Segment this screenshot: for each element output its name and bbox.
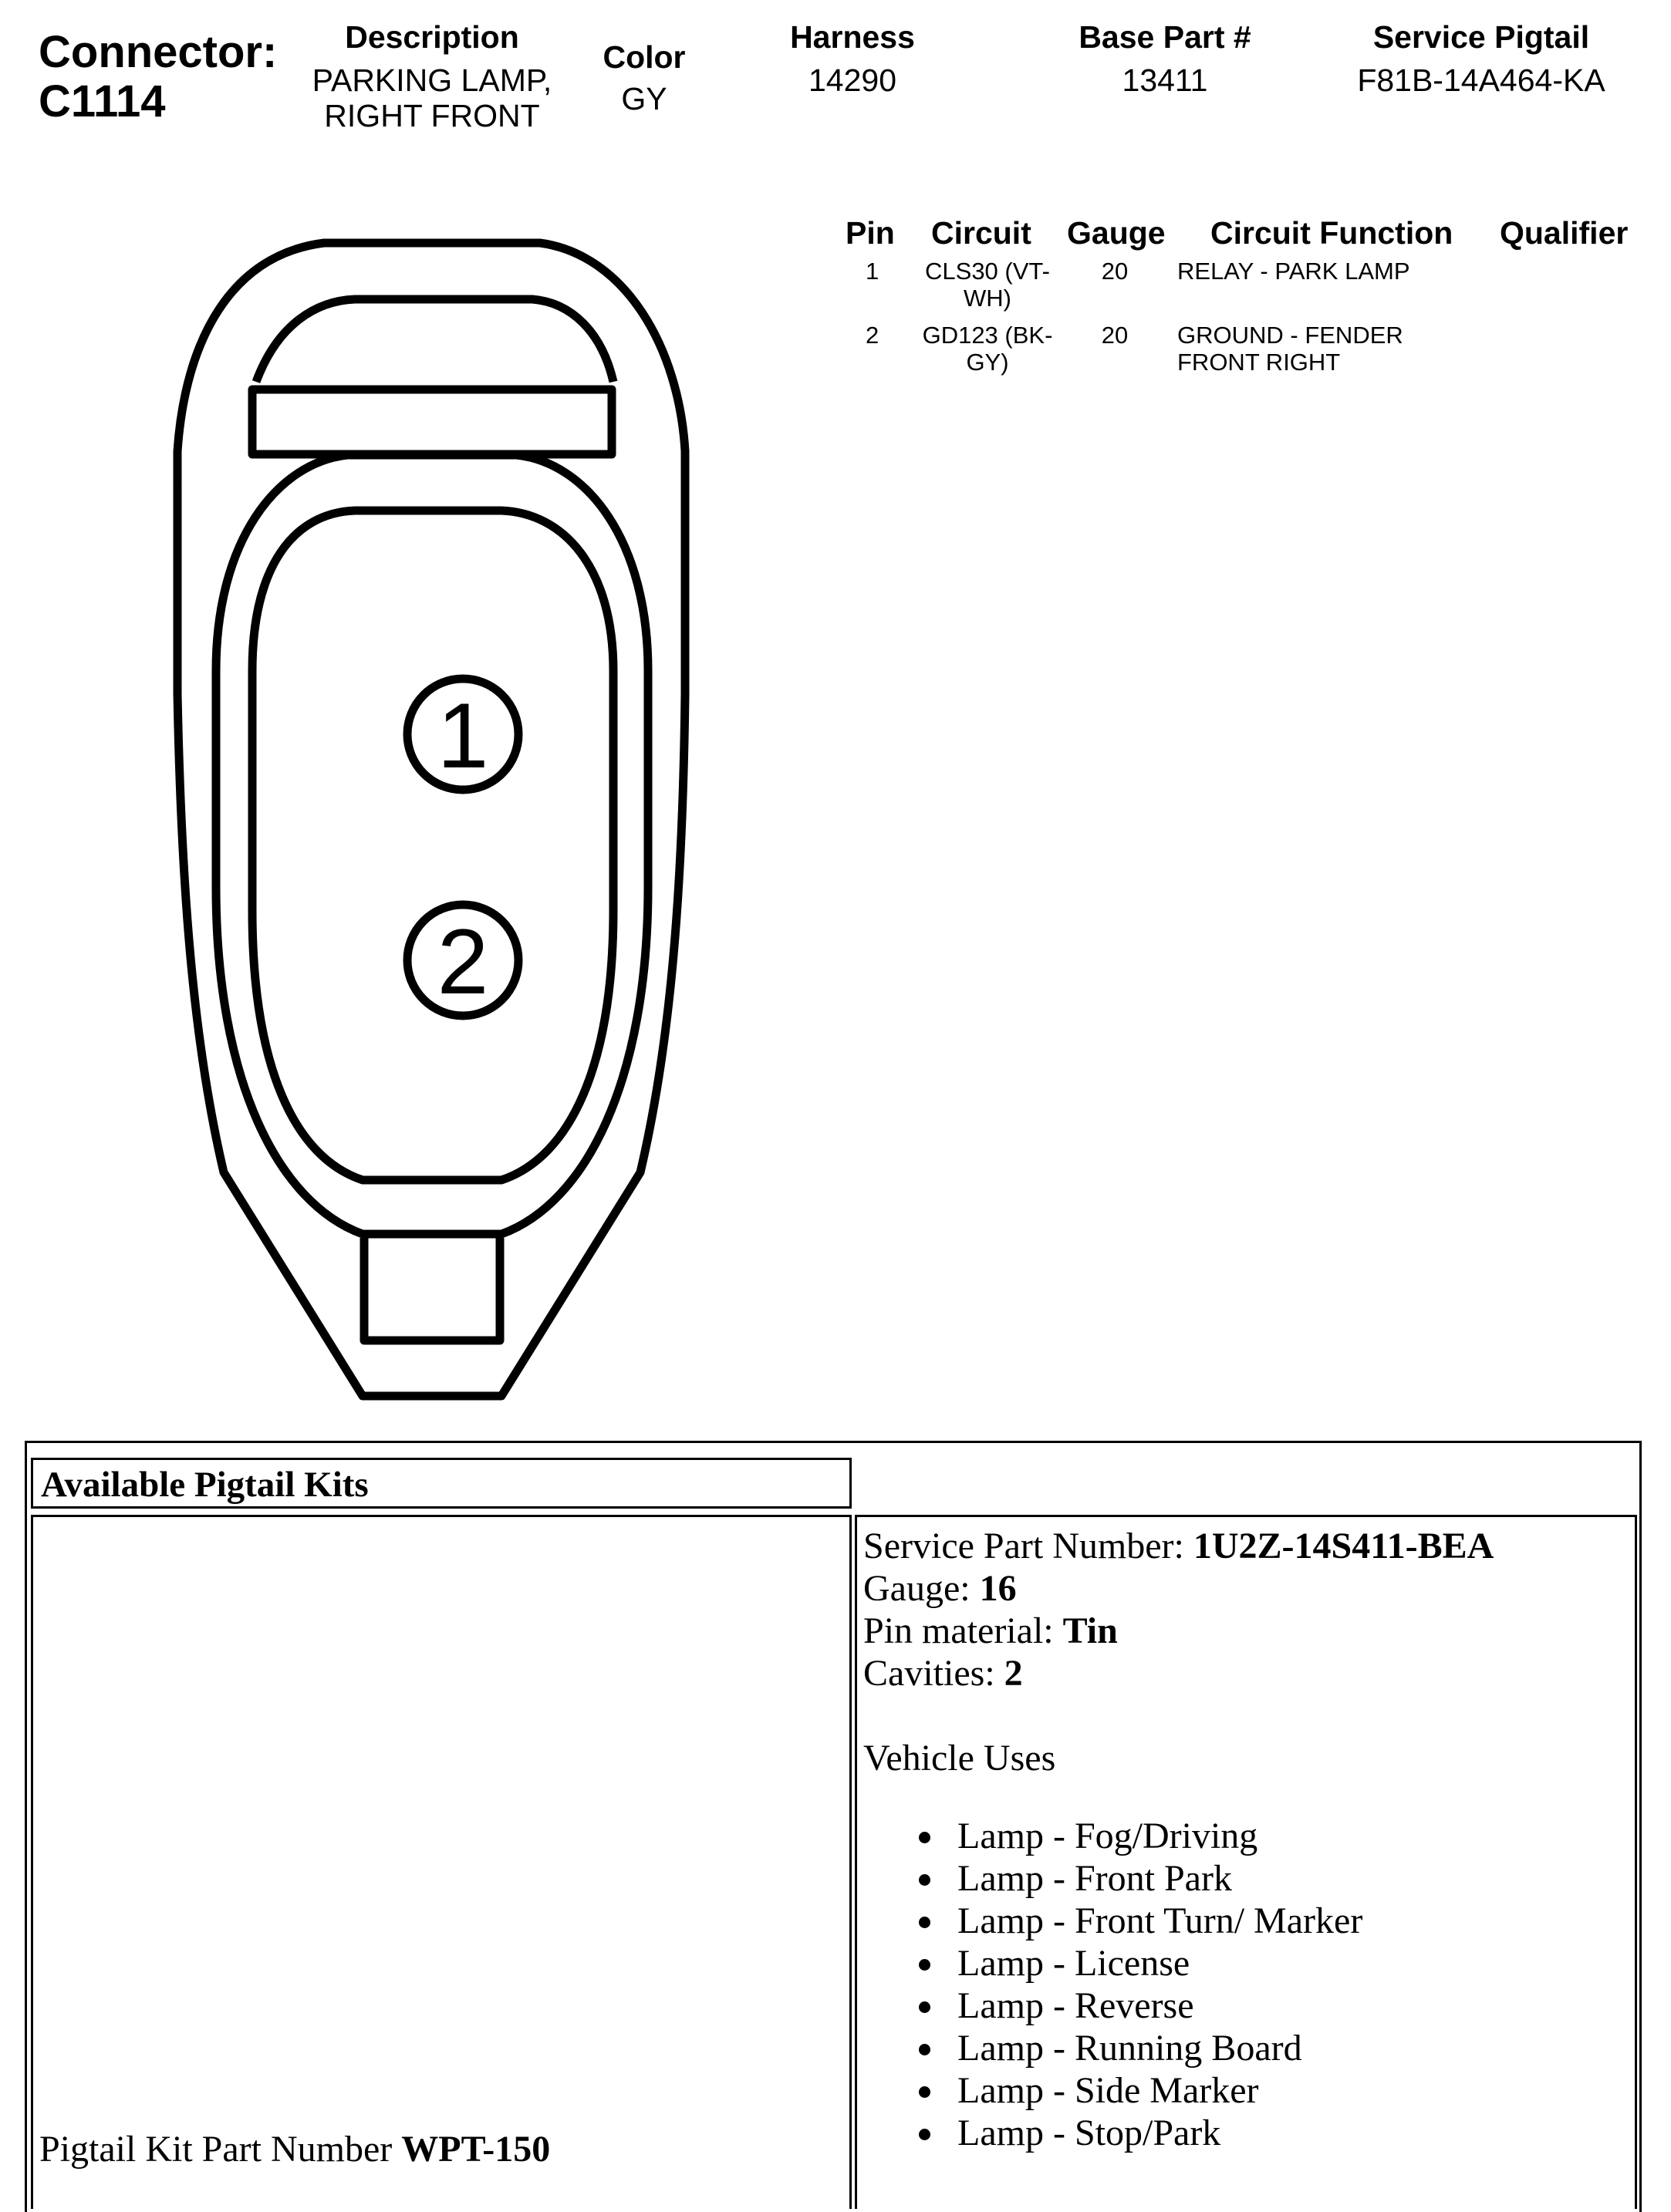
pigtail-kits-title: Available Pigtail Kits [41,1465,369,1505]
service-pigtail-column [1327,17,1636,99]
connector-label: Connector: [39,27,278,77]
kit-part-value: WPT-150 [401,2129,551,2170]
kit-gauge [863,1567,1017,1610]
list-item [957,1984,1362,2027]
pin-material [863,1610,1118,1652]
bottom-key [364,1238,500,1340]
pin-1-label: 1 [437,684,489,787]
pin-material-label: Pin material: [863,1610,1063,1651]
harness-label: Harness [790,19,915,55]
vehicle-use-text: Lamp - Reverse [957,1985,1194,2026]
row1-circuit-line2: WH) [964,285,1011,312]
pigtail-kits-header [31,1458,852,1509]
qualifier-header: Qualifier [1500,215,1629,251]
color-value: GY [621,81,667,116]
pigtail-kit-part-number [39,2128,550,2171]
pigtail-kit-details-cell [855,1515,1637,2209]
row2-circuit [910,322,1065,376]
kit-gauge-label: Gauge: [863,1568,980,1609]
base-part-column [1049,17,1281,99]
cavities [863,1652,1023,1694]
list-item [957,1815,1362,1857]
list-item [957,2027,1362,2069]
circuit-header: Circuit [931,215,1031,251]
latch-bar [252,389,612,454]
bullet-icon [919,1917,930,1928]
row1-circuit [910,258,1065,312]
connector-id: C1114 [39,76,166,126]
row2-function-line2: FRONT RIGHT [1177,349,1341,376]
vehicle-use-text: Lamp - Front Park [957,1858,1232,1899]
list-item [957,1857,1362,1900]
gauge-header: Gauge [1067,215,1166,251]
inner-cavity [252,511,613,1180]
cavities-value: 2 [1004,1653,1023,1694]
vehicle-use-text: Lamp - Running Board [957,2028,1302,2069]
circuit-function-header: Circuit Function [1210,215,1453,251]
vehicle-use-text: Lamp - Fog/Driving [957,1816,1258,1856]
list-item [957,1900,1362,1942]
harness-value: 14290 [808,62,896,98]
color-label: Color [603,39,686,75]
description-line2: RIGHT FRONT [324,98,540,133]
service-part-value: 1U2Z-14S411-BEA [1193,1526,1494,1566]
base-part-label: Base Part # [1079,19,1251,55]
color-column [586,37,702,117]
cavities-label: Cavities: [863,1653,1004,1694]
row2-function-line1: GROUND - FENDER [1177,322,1403,349]
service-part-number [863,1525,1494,1567]
row1-circuit-line1: CLS30 (VT- [925,258,1050,285]
bullet-icon [919,2001,930,2013]
row2-circuit-line1: GD123 (BK- [922,322,1053,349]
description-label: Description [345,19,519,55]
pin-2-label: 2 [437,910,489,1013]
vehicle-uses-label: Vehicle Uses [863,1738,1056,1779]
middle-ring [216,455,648,1234]
row1-function [1177,258,1486,285]
pigtail-kit-image-cell [31,1515,852,2209]
latch-dome [256,299,613,382]
base-part-value: 13411 [1122,62,1208,98]
bullet-icon [919,2086,930,2098]
bullet-icon [919,1832,930,1843]
row2-function [1177,322,1486,376]
vehicle-uses-list [957,1815,1362,2154]
row1-function-line1: RELAY - PARK LAMP [1177,258,1410,285]
list-item [957,2112,1362,2154]
connector-header [0,0,1671,154]
vehicle-use-text: Lamp - Stop/Park [957,2113,1221,2153]
row1-gauge: 20 [1101,258,1129,285]
list-item [957,1942,1362,1984]
vehicle-use-text: Lamp - Side Marker [957,2070,1259,2111]
row2-circuit-line2: GY) [966,349,1009,376]
service-part-label: Service Part Number: [863,1526,1193,1566]
description-column [293,17,571,134]
pin-header: Pin [846,215,895,251]
vehicle-use-text: Lamp - License [957,1943,1190,1984]
bullet-icon [919,1959,930,1971]
connector-title [39,28,277,126]
description-line1: PARKING LAMP, [312,62,552,98]
pin-material-value: Tin [1062,1610,1118,1651]
row2-pin: 2 [866,322,879,349]
row2-gauge: 20 [1101,322,1129,349]
row1-pin: 1 [866,258,879,285]
bullet-icon [919,2129,930,2140]
list-item [957,2069,1362,2112]
kit-part-label: Pigtail Kit Part Number [39,2129,402,2170]
bullet-icon [919,1874,930,1886]
service-pigtail-label: Service Pigtail [1372,19,1590,55]
bullet-icon [919,2044,930,2055]
connector-face-diagram [0,216,771,1411]
kit-gauge-value: 16 [979,1568,1017,1609]
harness-column [741,17,964,99]
vehicle-use-text: Lamp - Front Turn/ Marker [957,1900,1363,1941]
service-pigtail-value: F81B-14A464-KA [1357,62,1605,98]
